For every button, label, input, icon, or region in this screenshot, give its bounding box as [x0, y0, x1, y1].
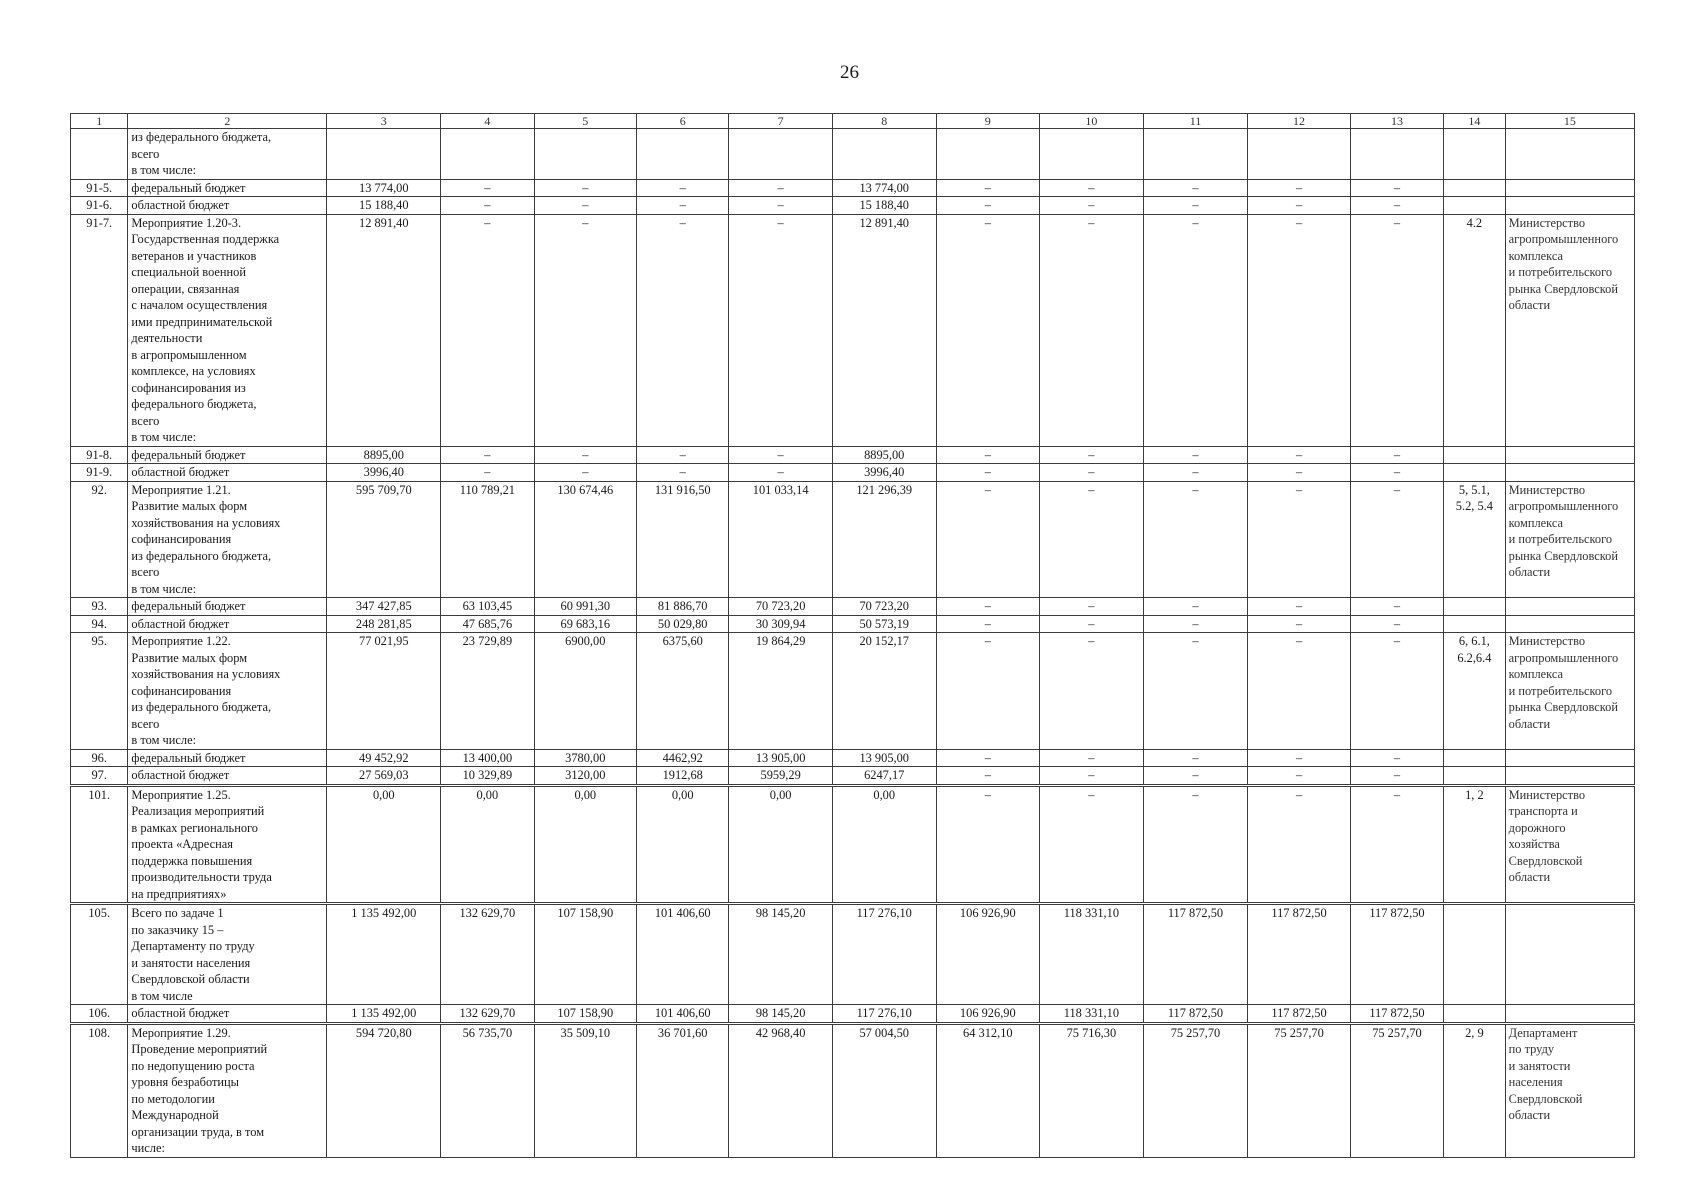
description-cell: из федерального бюджета, всего в том числе: [128, 129, 327, 180]
row-number-cell: 101. [71, 785, 128, 904]
year-cell: – [729, 464, 833, 482]
year-cell: – [534, 446, 637, 464]
year-cell: 69 683,16 [534, 615, 637, 633]
year-cell: 50 029,80 [637, 615, 729, 633]
row-number-cell: 91-5. [71, 179, 128, 197]
total-cell: 347 427,85 [327, 598, 441, 616]
description-cell: областной бюджет [128, 197, 327, 215]
year-cell: 132 629,70 [441, 1005, 534, 1024]
year-cell: – [441, 446, 534, 464]
target-indicator-cell [1444, 464, 1506, 482]
executor-cell [1505, 904, 1634, 1005]
description-cell: областной бюджет [128, 1005, 327, 1024]
row-number-cell: 106. [71, 1005, 128, 1024]
executor-cell [1505, 615, 1634, 633]
description-cell: Мероприятие 1.29. Проведение мероприятий по недопущению роста уровня безработицы по методологии Международной организации труда, в том числе: [128, 1023, 327, 1157]
description-cell: областной бюджет [128, 464, 327, 482]
year-cell: – [729, 446, 833, 464]
total-cell: 77 021,95 [327, 633, 441, 750]
year-cell: – [1040, 464, 1144, 482]
year-cell: 117 872,50 [1143, 904, 1248, 1005]
year-cell: – [637, 179, 729, 197]
year-cell: – [1248, 179, 1351, 197]
total-cell: 248 281,85 [327, 615, 441, 633]
row-number-cell [71, 129, 128, 180]
year-cell: – [1143, 481, 1248, 598]
year-cell: – [936, 197, 1040, 215]
table-row [71, 615, 1635, 633]
year-cell: – [1350, 214, 1443, 446]
total-cell: 49 452,92 [327, 749, 441, 767]
column-number-cell: 12 [1248, 114, 1351, 129]
table-row [71, 179, 1635, 197]
year-cell: – [1040, 481, 1144, 598]
row-number-cell: 95. [71, 633, 128, 750]
year-cell: – [441, 179, 534, 197]
budget-table [70, 113, 1635, 1158]
year-cell: 117 872,50 [1350, 1005, 1443, 1024]
column-number-cell: 5 [534, 114, 637, 129]
column-number-header [71, 114, 1635, 129]
column-number-cell: 8 [832, 114, 936, 129]
year-cell: 13 905,00 [729, 749, 833, 767]
year-cell: – [1248, 598, 1351, 616]
row-number-cell: 94. [71, 615, 128, 633]
year-cell [832, 129, 936, 180]
column-number-cell: 15 [1505, 114, 1634, 129]
year-cell: 35 509,10 [534, 1023, 637, 1157]
year-cell: – [1248, 615, 1351, 633]
executor-cell [1505, 179, 1634, 197]
description-cell: областной бюджет [128, 767, 327, 786]
executor-cell [1505, 598, 1634, 616]
year-cell: – [1350, 749, 1443, 767]
description-cell: Мероприятие 1.22. Развитие малых форм хозяйствования на условиях софинансирования из федерального бюджета, всего в том числе: [128, 633, 327, 750]
year-cell: – [1040, 785, 1144, 904]
year-cell: 3780,00 [534, 749, 637, 767]
year-cell: 8895,00 [832, 446, 936, 464]
total-cell: 8895,00 [327, 446, 441, 464]
row-number-cell: 108. [71, 1023, 128, 1157]
year-cell: – [441, 197, 534, 215]
year-cell: – [441, 214, 534, 446]
table-row [71, 1005, 1635, 1024]
year-cell: 0,00 [729, 785, 833, 904]
column-number-cell: 6 [637, 114, 729, 129]
target-indicator-cell [1444, 598, 1506, 616]
target-indicator-cell [1444, 446, 1506, 464]
target-indicator-cell [1444, 1005, 1506, 1024]
year-cell: 81 886,70 [637, 598, 729, 616]
row-number-cell: 96. [71, 749, 128, 767]
year-cell: – [1143, 464, 1248, 482]
year-cell: – [1350, 767, 1443, 786]
total-cell: 15 188,40 [327, 197, 441, 215]
year-cell: – [729, 197, 833, 215]
year-cell: – [1248, 749, 1351, 767]
year-cell: 6375,60 [637, 633, 729, 750]
table-row [71, 633, 1635, 750]
year-cell: – [1040, 214, 1144, 446]
year-cell: – [534, 464, 637, 482]
column-number-cell: 13 [1350, 114, 1443, 129]
year-cell [936, 129, 1040, 180]
year-cell: – [729, 179, 833, 197]
year-cell: – [637, 197, 729, 215]
column-number-cell: 9 [936, 114, 1040, 129]
year-cell: – [1350, 785, 1443, 904]
year-cell [729, 129, 833, 180]
table-row [71, 464, 1635, 482]
column-number-cell: 4 [441, 114, 534, 129]
year-cell: – [1350, 481, 1443, 598]
year-cell: 0,00 [441, 785, 534, 904]
year-cell: – [936, 214, 1040, 446]
year-cell: 13 400,00 [441, 749, 534, 767]
year-cell: – [1040, 179, 1144, 197]
year-cell: 12 891,40 [832, 214, 936, 446]
year-cell [1350, 129, 1443, 180]
year-cell: 117 276,10 [832, 1005, 936, 1024]
year-cell: 13 905,00 [832, 749, 936, 767]
year-cell: – [1040, 767, 1144, 786]
year-cell [1143, 129, 1248, 180]
year-cell: 107 158,90 [534, 904, 637, 1005]
year-cell: 70 723,20 [832, 598, 936, 616]
year-cell: – [1143, 197, 1248, 215]
year-cell: – [1350, 615, 1443, 633]
year-cell: 118 331,10 [1040, 904, 1144, 1005]
year-cell: 118 331,10 [1040, 1005, 1144, 1024]
description-cell: областной бюджет [128, 615, 327, 633]
year-cell: 131 916,50 [637, 481, 729, 598]
year-cell: – [1143, 446, 1248, 464]
column-number-cell: 10 [1040, 114, 1144, 129]
executor-cell [1505, 197, 1634, 215]
year-cell: – [534, 214, 637, 446]
description-cell: Всего по задаче 1 по заказчику 15 – Департаменту по труду и занятости населения Свердловской области в том числе [128, 904, 327, 1005]
total-cell: 13 774,00 [327, 179, 441, 197]
year-cell: – [1248, 446, 1351, 464]
target-indicator-cell [1444, 615, 1506, 633]
year-cell: – [936, 179, 1040, 197]
year-cell: 23 729,89 [441, 633, 534, 750]
year-cell: 13 774,00 [832, 179, 936, 197]
year-cell: – [936, 615, 1040, 633]
year-cell: 121 296,39 [832, 481, 936, 598]
year-cell: 107 158,90 [534, 1005, 637, 1024]
total-cell: 594 720,80 [327, 1023, 441, 1157]
executor-cell: Министерство транспорта и дорожного хозяйства Свердловской области [1505, 785, 1634, 904]
description-cell: Мероприятие 1.25. Реализация мероприятий в рамках регионального проекта «Адресная поддержка повышения производительности труда на предприятиях» [128, 785, 327, 904]
year-cell: 101 406,60 [637, 904, 729, 1005]
year-cell: – [936, 767, 1040, 786]
executor-cell [1505, 767, 1634, 786]
year-cell: 110 789,21 [441, 481, 534, 598]
total-cell: 3996,40 [327, 464, 441, 482]
year-cell: 57 004,50 [832, 1023, 936, 1157]
year-cell: – [637, 464, 729, 482]
year-cell: – [1040, 749, 1144, 767]
year-cell: – [1248, 633, 1351, 750]
year-cell: – [1040, 598, 1144, 616]
year-cell: 3120,00 [534, 767, 637, 786]
column-number-cell: 2 [128, 114, 327, 129]
target-indicator-cell [1444, 767, 1506, 786]
year-cell: 30 309,94 [729, 615, 833, 633]
row-number-cell: 93. [71, 598, 128, 616]
year-cell: 3996,40 [832, 464, 936, 482]
year-cell: 117 276,10 [832, 904, 936, 1005]
year-cell: – [1143, 633, 1248, 750]
year-cell: 75 257,70 [1350, 1023, 1443, 1157]
year-cell: 20 152,17 [832, 633, 936, 750]
year-cell: – [729, 214, 833, 446]
table-row [71, 749, 1635, 767]
year-cell: – [1350, 598, 1443, 616]
year-cell: – [1248, 214, 1351, 446]
table-row [71, 129, 1635, 180]
target-indicator-cell: 2, 9 [1444, 1023, 1506, 1157]
year-cell [441, 129, 534, 180]
year-cell [1248, 129, 1351, 180]
table-row [71, 446, 1635, 464]
year-cell: 19 864,29 [729, 633, 833, 750]
year-cell: 106 926,90 [936, 1005, 1040, 1024]
year-cell: – [1350, 197, 1443, 215]
year-cell: 4462,92 [637, 749, 729, 767]
year-cell: – [936, 481, 1040, 598]
year-cell: 10 329,89 [441, 767, 534, 786]
year-cell: – [441, 464, 534, 482]
year-cell: 5959,29 [729, 767, 833, 786]
year-cell: 75 716,30 [1040, 1023, 1144, 1157]
row-number-cell: 91-7. [71, 214, 128, 446]
total-cell: 1 135 492,00 [327, 904, 441, 1005]
year-cell: – [1350, 446, 1443, 464]
target-indicator-cell [1444, 129, 1506, 180]
year-cell: 63 103,45 [441, 598, 534, 616]
total-cell: 12 891,40 [327, 214, 441, 446]
executor-cell [1505, 1005, 1634, 1024]
description-cell: федеральный бюджет [128, 598, 327, 616]
description-cell: федеральный бюджет [128, 446, 327, 464]
executor-cell: Министерство агропромышленного комплекса и потребительского рынка Свердловской области [1505, 633, 1634, 750]
target-indicator-cell: 5, 5.1, 5.2, 5.4 [1444, 481, 1506, 598]
year-cell: 42 968,40 [729, 1023, 833, 1157]
page-number: 26 [840, 62, 859, 83]
year-cell: 101 406,60 [637, 1005, 729, 1024]
year-cell: – [1143, 598, 1248, 616]
year-cell: 60 991,30 [534, 598, 637, 616]
table-row [71, 904, 1635, 1005]
executor-cell: Департамент по труду и занятости населения Свердловской области [1505, 1023, 1634, 1157]
year-cell: 6247,17 [832, 767, 936, 786]
table-body [71, 114, 1635, 1158]
total-cell: 27 569,03 [327, 767, 441, 786]
year-cell: – [936, 785, 1040, 904]
year-cell: 130 674,46 [534, 481, 637, 598]
target-indicator-cell: 4.2 [1444, 214, 1506, 446]
year-cell: – [1248, 481, 1351, 598]
year-cell: 0,00 [832, 785, 936, 904]
executor-cell: Министерство агропромышленного комплекса и потребительского рынка Свердловской области [1505, 481, 1634, 598]
target-indicator-cell [1444, 197, 1506, 215]
table-row [71, 767, 1635, 786]
year-cell: 64 312,10 [936, 1023, 1040, 1157]
table-row [71, 598, 1635, 616]
executor-cell [1505, 464, 1634, 482]
year-cell: 75 257,70 [1248, 1023, 1351, 1157]
year-cell: – [936, 464, 1040, 482]
year-cell: – [1248, 464, 1351, 482]
year-cell: – [637, 214, 729, 446]
year-cell: 98 145,20 [729, 1005, 833, 1024]
column-number-cell: 3 [327, 114, 441, 129]
year-cell: 101 033,14 [729, 481, 833, 598]
table-row [71, 1023, 1635, 1157]
year-cell: – [1143, 179, 1248, 197]
year-cell: 98 145,20 [729, 904, 833, 1005]
year-cell: – [1350, 464, 1443, 482]
total-cell: 1 135 492,00 [327, 1005, 441, 1024]
total-cell: 595 709,70 [327, 481, 441, 598]
year-cell: – [1248, 197, 1351, 215]
row-number-cell: 91-8. [71, 446, 128, 464]
year-cell: – [1350, 179, 1443, 197]
year-cell: 56 735,70 [441, 1023, 534, 1157]
year-cell: – [1040, 197, 1144, 215]
table-row [71, 197, 1635, 215]
year-cell: – [1248, 785, 1351, 904]
description-cell: федеральный бюджет [128, 749, 327, 767]
year-cell: 1912,68 [637, 767, 729, 786]
year-cell: – [1040, 615, 1144, 633]
row-number-cell: 91-6. [71, 197, 128, 215]
year-cell: 0,00 [637, 785, 729, 904]
year-cell: 117 872,50 [1350, 904, 1443, 1005]
column-number-cell: 1 [71, 114, 128, 129]
executor-cell [1505, 446, 1634, 464]
row-number-cell: 97. [71, 767, 128, 786]
year-cell: 132 629,70 [441, 904, 534, 1005]
total-cell: 0,00 [327, 785, 441, 904]
year-cell: 6900,00 [534, 633, 637, 750]
year-cell: – [1248, 767, 1351, 786]
column-number-cell: 7 [729, 114, 833, 129]
year-cell: 50 573,19 [832, 615, 936, 633]
column-number-cell: 14 [1444, 114, 1506, 129]
total-cell [327, 129, 441, 180]
year-cell: – [534, 179, 637, 197]
year-cell: 117 872,50 [1248, 904, 1351, 1005]
year-cell: 117 872,50 [1143, 1005, 1248, 1024]
year-cell: – [534, 197, 637, 215]
year-cell: – [936, 598, 1040, 616]
table-row [71, 481, 1635, 598]
year-cell: 75 257,70 [1143, 1023, 1248, 1157]
table-row [71, 785, 1635, 904]
target-indicator-cell: 1, 2 [1444, 785, 1506, 904]
executor-cell [1505, 749, 1634, 767]
year-cell: 117 872,50 [1248, 1005, 1351, 1024]
year-cell: – [936, 749, 1040, 767]
year-cell: – [936, 446, 1040, 464]
row-number-cell: 92. [71, 481, 128, 598]
year-cell [637, 129, 729, 180]
table-row [71, 214, 1635, 446]
target-indicator-cell [1444, 179, 1506, 197]
target-indicator-cell [1444, 904, 1506, 1005]
target-indicator-cell [1444, 749, 1506, 767]
row-number-cell: 105. [71, 904, 128, 1005]
executor-cell: Министерство агропромышленного комплекса и потребительского рынка Свердловской области [1505, 214, 1634, 446]
executor-cell [1505, 129, 1634, 180]
description-cell: федеральный бюджет [128, 179, 327, 197]
year-cell [534, 129, 637, 180]
year-cell: – [1143, 214, 1248, 446]
year-cell: – [1040, 633, 1144, 750]
year-cell: 106 926,90 [936, 904, 1040, 1005]
description-cell: Мероприятие 1.21. Развитие малых форм хозяйствования на условиях софинансирования из федерального бюджета, всего в том числе: [128, 481, 327, 598]
year-cell: – [1040, 446, 1144, 464]
target-indicator-cell: 6, 6.1, 6.2,6.4 [1444, 633, 1506, 750]
year-cell: – [1143, 767, 1248, 786]
year-cell: – [1350, 633, 1443, 750]
year-cell: 47 685,76 [441, 615, 534, 633]
year-cell [1040, 129, 1144, 180]
description-cell: Мероприятие 1.20-3. Государственная поддержка ветеранов и участников специальной военной операции, связанная с началом осуществления ими предпринимательской деятельности в агропромышленном комплексе, на условиях софинансирования из федерального бюджета, всего в том числе: [128, 214, 327, 446]
year-cell: – [637, 446, 729, 464]
year-cell: – [936, 633, 1040, 750]
column-number-cell: 11 [1143, 114, 1248, 129]
year-cell: – [1143, 749, 1248, 767]
year-cell: 15 188,40 [832, 197, 936, 215]
year-cell: 0,00 [534, 785, 637, 904]
year-cell: – [1143, 785, 1248, 904]
year-cell: – [1143, 615, 1248, 633]
year-cell: 70 723,20 [729, 598, 833, 616]
row-number-cell: 91-9. [71, 464, 128, 482]
year-cell: 36 701,60 [637, 1023, 729, 1157]
